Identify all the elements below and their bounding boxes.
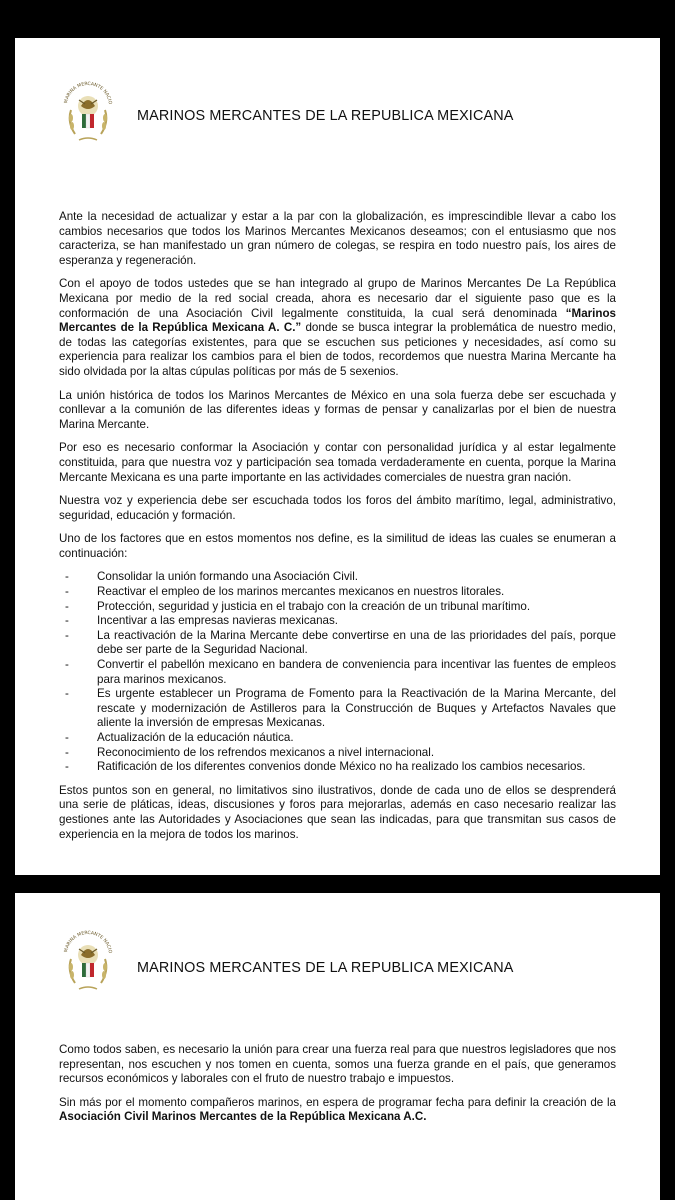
list-item: - Es urgente establecer un Programa de Fomento para la Reactivación de la Marina Mercante, del rescate y modernización de Astilleros para la Construcción de Buques y Artefactos Navales que aliente la inversión de empresas Mexicanas. — [59, 687, 616, 731]
list-item: - Consolidar la unión formando una Asociación Civil. — [59, 570, 616, 585]
paragraph: La unión histórica de todos los Marinos Mercantes de México en una sola fuerza debe ser escuchada y conllevar a la comunión de las diferentes ideas y formas de pensar y canalizarlas por el bien de nuestra Marina Mercante. — [59, 388, 616, 431]
paragraph: Estos puntos son en general, no limitativos sino ilustrativos, donde de cada uno de ellos se desprenderá una serie de pláticas, ideas, discusiones y foros para mejorarlas, además en caso necesario realizar las gestiones ante las Autoridades y Asociaciones que sean las indicadas, para que transmitan sus casos de experiencia en la mejora de todos los marinos. — [59, 783, 616, 841]
points-list — [59, 570, 616, 774]
paragraph: Con el apoyo de todos ustedes que se han integrado al grupo de Marinos Mercantes De La República Mexicana por medio de la red social creada, ahora es necesario dar el siguiente paso que es la conformación de una Asociación Civil legalmente constituida, la cual será denominada “Marinos Mercantes de la República Mexicana A. C.” donde se busca integrar la problemática de nuestro medio, de todas las categorías existentes, para que se escuchen sus peticiones y necesidades, así como su experiencia para realizar los cambios para el bien de todos, recordemos que nuestra Marina Mercante ha sido olvidada por la altas cúpulas políticas por más de 5 sexenios. — [59, 277, 616, 378]
paragraph: Por eso es necesario conformar la Asociación y contar con personalidad jurídica y al estar legalmente constituida, para que nuestra voz y participación sea tomada verdaderamente en cuenta, porque la Marina Mercante Mexicana es una parte importante en las actividades comerciales de nuestra gran nación. — [59, 441, 616, 484]
logo-arc-text: MARINA MERCANTE NACIO — [64, 81, 112, 105]
association-name: Asociación Civil Marinos Mercantes de la República Mexicana A.C. — [59, 1110, 427, 1124]
paragraph: Sin más por el momento compañeros marinos, en espera de programar fecha para definir la creación de la Asociación Civil Marinos Mercantes de la República Mexicana A.C. — [59, 1095, 616, 1124]
document-page-2 — [15, 893, 660, 1200]
letter-body — [59, 210, 616, 842]
list-item: - Incentivar a las empresas navieras mexicanas. — [59, 614, 616, 629]
list-item: - Ratificación de los diferentes convenios donde México no ha realizado los cambios necesarios. — [59, 760, 616, 775]
document-page-1 — [15, 38, 660, 875]
eagle-emblem-icon — [59, 66, 117, 150]
paragraph: Ante la necesidad de actualizar y estar a la par con la globalización, es imprescindible llevar a cabo los cambios necesarios que todos los Marinos Mercantes Mexicanos deseamos; con el entusiasmo que nos caracteriza, se han manifestado un gran número de colegas, se respira en todo nuestro país, los aires de esperanza y regeneración. — [59, 210, 616, 267]
list-item: - Convertir el pabellón mexicano en bandera de conveniencia para incentivar las fuentes de empleos para marinos mexicanos. — [59, 658, 616, 687]
page-title: MARINOS MERCANTES DE LA REPUBLICA MEXICANA — [137, 960, 514, 976]
eagle-emblem-icon — [59, 915, 117, 999]
list-item: - Reconocimiento de los refrendos mexicanos a nivel internacional. — [59, 746, 616, 761]
paragraph: Uno de los factores que en estos momentos nos define, es la similitud de ideas las cuales se enumeran a continuación: — [59, 532, 616, 560]
paragraph: Como todos saben, es necesario la unión para crear una fuerza real para que nuestros legisladores que nos representan, nos escuchen y nos tomen en cuenta, somos una fuerza grande en el país, que generamos recursos económicos y laborales con el fruto de nuestro trabajo e impuestos. — [59, 1043, 616, 1086]
page-title: MARINOS MERCANTES DE LA REPUBLICA MEXICANA — [137, 108, 514, 124]
list-item: - La reactivación de la Marina Mercante debe convertirse en una de las prioridades del país, porque debe ser parte de la Seguridad Nacional. — [59, 629, 616, 658]
letterhead — [59, 915, 616, 1007]
letter-body — [59, 1043, 616, 1125]
list-item: - Actualización de la educación náutica. — [59, 731, 616, 746]
association-name: “Marinos Mercantes de la República Mexicana A. C.” — [59, 306, 616, 335]
logo-arc-text: MARINA MERCANTE NACIO — [64, 930, 112, 954]
letterhead — [59, 66, 616, 158]
paragraph: Nuestra voz y experiencia debe ser escuchada todos los foros del ámbito marítimo, legal, administrativo, seguridad, educación y formación. — [59, 494, 616, 522]
list-item: - Reactivar el empleo de los marinos mercantes mexicanos en nuestros litorales. — [59, 585, 616, 600]
list-item: - Protección, seguridad y justicia en el trabajo con la creación de un tribunal marítimo. — [59, 600, 616, 615]
